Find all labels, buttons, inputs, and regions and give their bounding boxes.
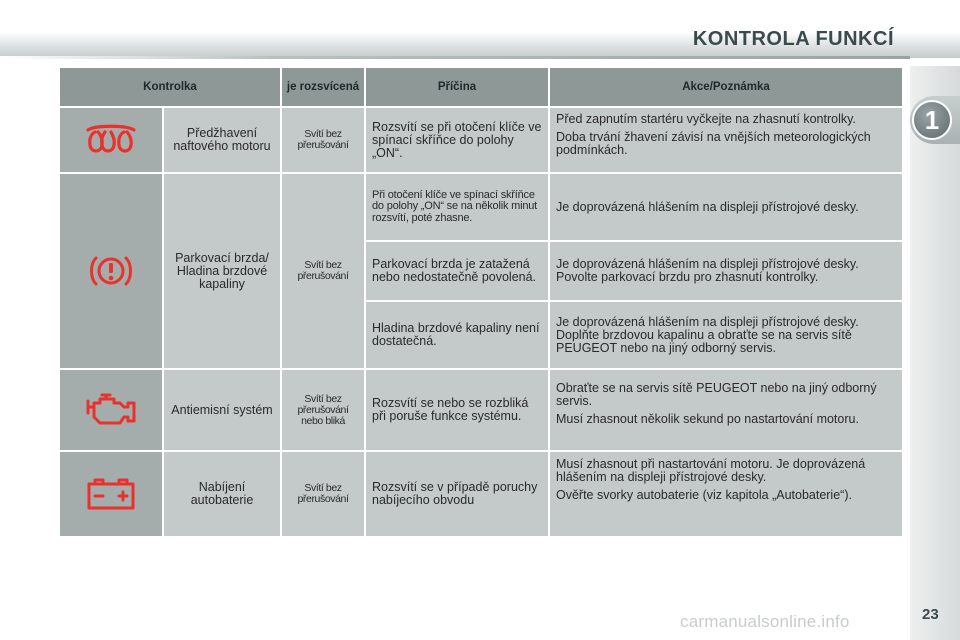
action-text: Obraťte se na servis sítě PEUGEOT nebo na jiný odborný servis. — [556, 381, 877, 408]
page-title: KONTROLA FUNKCÍ — [692, 28, 894, 50]
name-battery: Nabíjení autobaterie — [164, 452, 280, 536]
header-rozsvicena: je rozsvícená — [282, 68, 364, 106]
action-text: Musí zhasnout při nastartování motoru. Je doprovázená hlášením na displeji přístrojové desky. — [556, 457, 866, 484]
action-text: Musí zhasnout několik sekund po nastartování motoru. — [556, 412, 859, 426]
cause-engine: Rozsvítí se nebo se rozbliká při poruše funkce systému. — [366, 370, 548, 450]
cause-battery: Rozsvítí se v případě poruchy nabíjecího obvodu — [366, 452, 548, 536]
chapter-number[interactable]: 1 — [912, 100, 952, 140]
watermark: carmanualsonline.info — [680, 612, 850, 631]
glow-plug-icon — [85, 123, 137, 157]
cause-glow-plug: Rozsvítí se při otočení klíče ve spínací skříňce do polohy „ON“. — [366, 108, 548, 172]
action-text: Doba trvání žhavení závisí na vnějších meteorologických podmínkách. — [556, 130, 871, 157]
warning-lights-table — [60, 68, 902, 536]
engine-check-icon — [84, 393, 138, 427]
cause-brake-ignition: Při otočení klíče ve spínací skříňce do polohy „ON“ se na několik minut rozsvítí, poté zhasne. — [366, 174, 548, 240]
icon-cell-engine — [60, 370, 162, 450]
state-brake: Svítí bez přerušování — [282, 174, 364, 368]
action-text: Je doprovázená hlášením na displeji přístrojové desky. — [556, 199, 859, 214]
action-text: Ověřte svorky autobaterie (viz kapitola „Autobaterie“). — [556, 488, 852, 502]
action-text: Je doprovázená hlášením na displeji přístrojové desky. Povolte parkovací brzdu pro zhasnutí kontrolky. — [556, 257, 859, 284]
action-battery — [550, 452, 902, 536]
state-glow-plug: Svítí bez přerušování — [282, 108, 364, 172]
name-glow-plug: Předžhavení naftového motoru — [164, 108, 280, 172]
state-engine: Svítí bez přerušování nebo bliká — [282, 370, 364, 450]
action-brake-fluid — [550, 302, 902, 368]
brake-warning-icon — [88, 253, 134, 289]
header-akce: Akce/Poznámka — [550, 68, 902, 106]
icon-cell-glow-plug — [60, 108, 162, 172]
header-pricina: Příčina — [366, 68, 548, 106]
action-brake-ignition — [550, 174, 902, 240]
header-divider — [0, 56, 910, 59]
action-engine — [550, 370, 902, 450]
icon-cell-brake — [60, 174, 162, 368]
name-engine: Antiemisní systém — [164, 370, 280, 450]
icon-cell-battery — [60, 452, 162, 536]
action-text: Je doprovázená hlášením na displeji přístrojové desky. Doplňte brzdovou kapalinu a obraťte se na servis sítě PEUGEOT nebo na jiný odborný servis. — [556, 314, 859, 355]
battery-icon — [86, 477, 136, 511]
state-battery: Svítí bez přerušování — [282, 452, 364, 536]
action-parking-brake — [550, 242, 902, 300]
cause-brake-fluid: Hladina brzdové kapaliny není dostatečná. — [366, 302, 548, 368]
header-kontrolka: Kontrolka — [60, 68, 280, 106]
name-brake: Parkovací brzda/ Hladina brzdové kapaliny — [164, 174, 280, 368]
cause-parking-brake: Parkovací brzda je zatažená nebo nedostatečně povolená. — [366, 242, 548, 300]
side-strip — [910, 66, 960, 640]
action-glow-plug — [550, 108, 902, 172]
page-number: 23 — [922, 606, 939, 623]
action-text: Před zapnutím startéru vyčkejte na zhasnutí kontrolky. — [556, 112, 856, 126]
